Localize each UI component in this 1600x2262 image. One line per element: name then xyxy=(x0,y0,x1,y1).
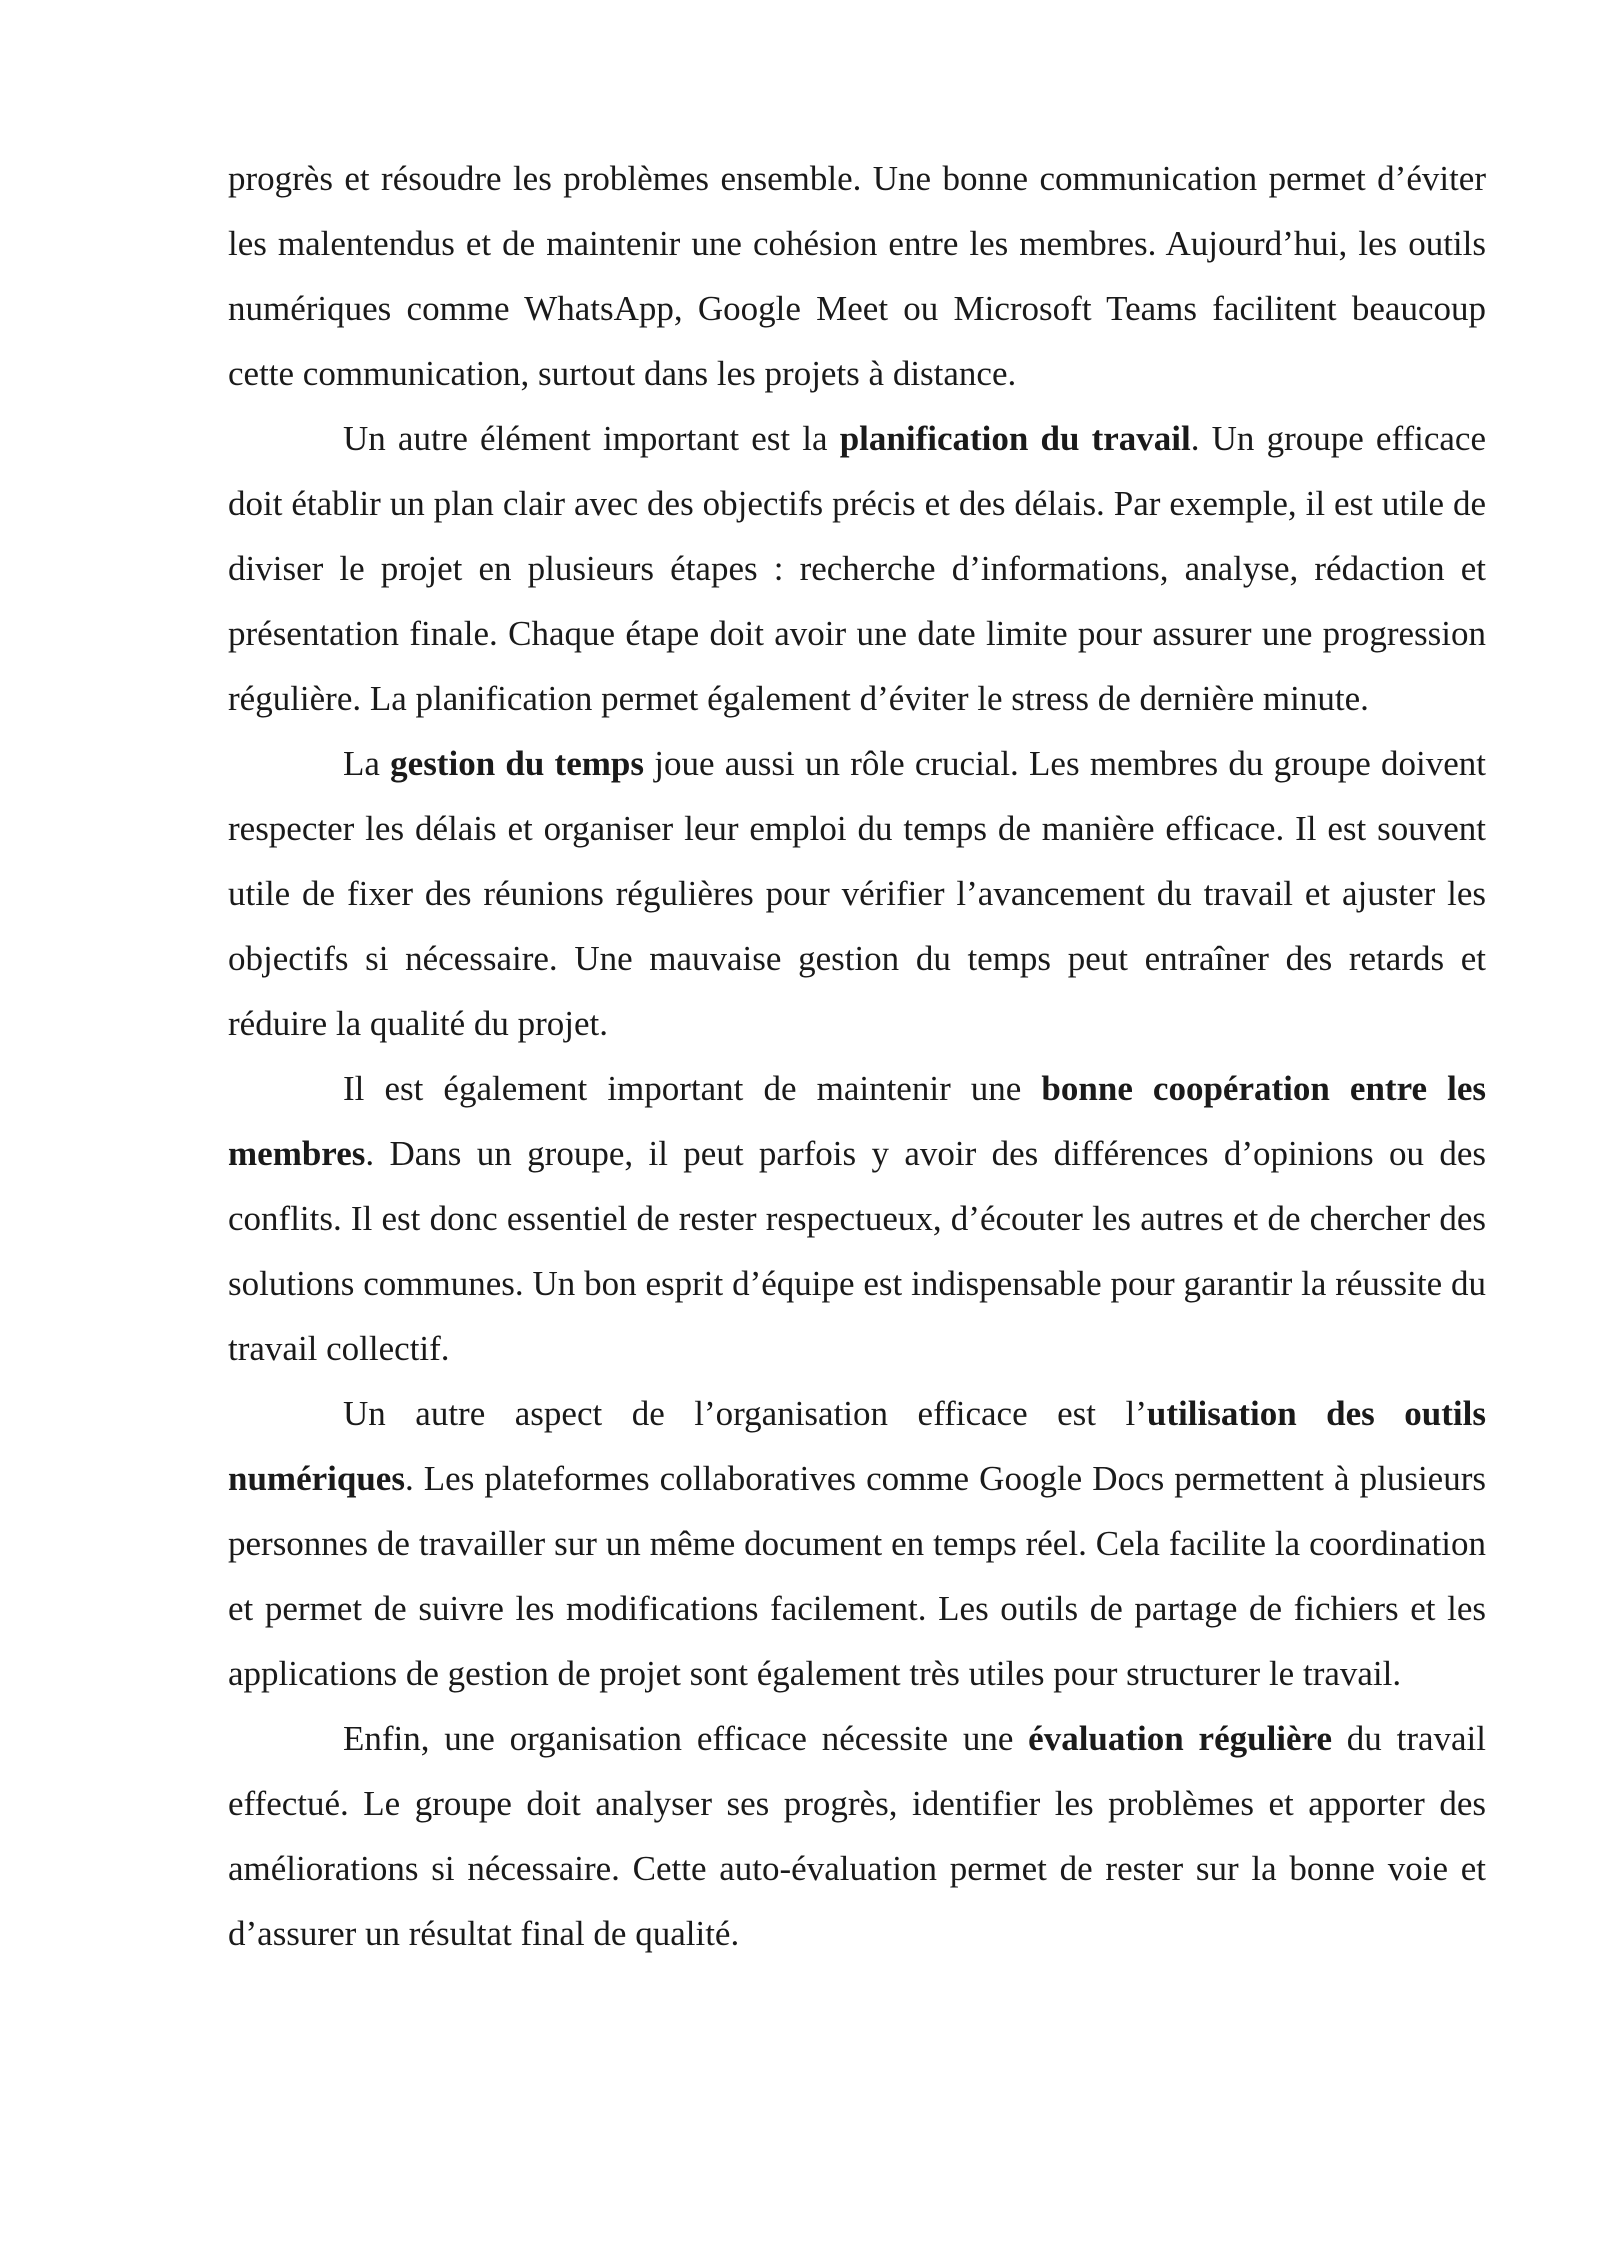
paragraph-text: Un autre aspect de l’organisation efficace est l’ xyxy=(343,1394,1147,1433)
bold-term-evaluation: évaluation régulière xyxy=(1028,1719,1332,1758)
paragraph-text: progrès et résoudre les problèmes ensemble. Une bonne communication permet d’éviter les malentendus et de maintenir une cohésion entre les membres. Aujourd’hui, les outils numériques comme WhatsApp, Google Meet ou Microsoft Teams facilitent beaucoup cette communication, surtout dans les projets à distance. xyxy=(228,159,1486,393)
document-body xyxy=(228,146,1486,1966)
paragraph-text: joue aussi un rôle crucial. Les membres du groupe doivent respecter les délais et organiser leur emploi du temps de manière efficace. Il est souvent utile de fixer des réunions régulières pour vérifier l’avancement du travail et ajuster les objectifs si nécessaire. Une mauvaise gestion du temps peut entraîner des retards et réduire la qualité du projet. xyxy=(228,744,1486,1043)
paragraph-text: Un autre élément important est la xyxy=(343,419,840,458)
paragraph-evaluation xyxy=(228,1706,1486,1966)
paragraph-outils-numeriques xyxy=(228,1381,1486,1706)
bold-term-planification: planification du travail xyxy=(839,419,1191,458)
paragraph-text: . Un groupe efficace doit établir un plan clair avec des objectifs précis et des délais. Par exemple, il est utile de diviser le projet en plusieurs étapes : recherche d’informations, analyse, rédaction et présentation finale. Chaque étape doit avoir une date limite pour assurer une progression régulière. La planification permet également d’éviter le stress de dernière minute. xyxy=(228,419,1486,718)
bold-term-cooperation: bonne coopération entre les membres xyxy=(228,1069,1486,1173)
paragraph-text: Enfin, une organisation efficace nécessite une xyxy=(343,1719,1029,1758)
paragraph-cooperation xyxy=(228,1056,1486,1381)
paragraph-text: du travail effectué. Le groupe doit analyser ses progrès, identifier les problèmes et apporter des améliorations si nécessaire. Cette auto-évaluation permet de rester sur la bonne voie et d’assurer un résultat final de qualité. xyxy=(228,1719,1486,1953)
paragraph-text: . Dans un groupe, il peut parfois y avoir des différences d’opinions ou des conflits. Il est donc essentiel de rester respectueux, d’écouter les autres et de chercher des solutions communes. Un bon esprit d’équipe est indispensable pour garantir la réussite du travail collectif. xyxy=(228,1134,1486,1368)
paragraph-text: La xyxy=(343,744,391,783)
bold-term-gestion-temps: gestion du temps xyxy=(390,744,644,783)
paragraph-text: Il est également important de maintenir une xyxy=(343,1069,1042,1108)
paragraph-communication xyxy=(228,146,1486,406)
bold-term-outils-numeriques: utilisation des outils numériques xyxy=(228,1394,1486,1498)
paragraph-text: . Les plateformes collaboratives comme Google Docs permettent à plusieurs personnes de travailler sur un même document en temps réel. Cela facilite la coordination et permet de suivre les modifications facilement. Les outils de partage de fichiers et les applications de gestion de projet sont également très utiles pour structurer le travail. xyxy=(228,1459,1486,1693)
paragraph-planification xyxy=(228,406,1486,731)
paragraph-gestion-temps xyxy=(228,731,1486,1056)
